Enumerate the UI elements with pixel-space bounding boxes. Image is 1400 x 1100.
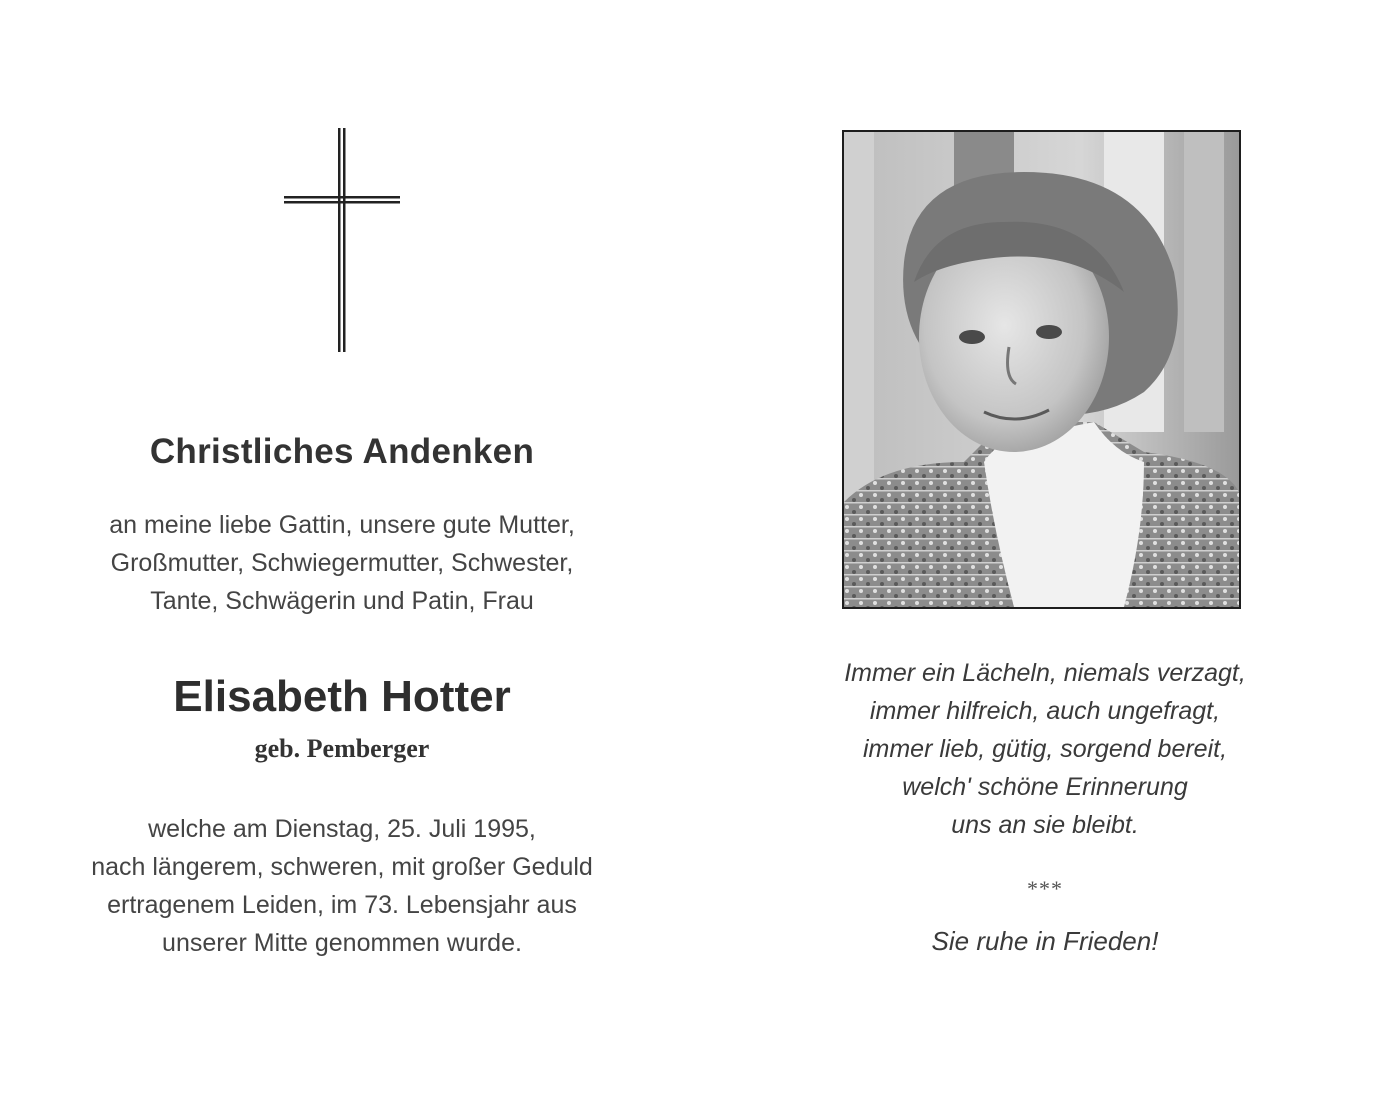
separator-stars: *** [1027, 876, 1063, 901]
maiden-name: geb. Pemberger [254, 734, 430, 763]
dedication-text [40, 506, 644, 620]
poem-line: welch' schöne Erinnerung [902, 773, 1188, 801]
poem-line: uns an sie bleibt. [951, 811, 1139, 839]
poem-line: immer hilfreich, auch ungefragt, [869, 697, 1221, 725]
death-line: welche am Dienstag, 25. Juli 1995, [148, 815, 536, 843]
death-line: ertragenem Leiden, im 73. Lebensjahr aus [107, 891, 577, 919]
card-heading: Christliches Andenken [149, 432, 535, 471]
poem-line: immer lieb, gütig, sorgend bereit, [862, 735, 1228, 763]
dedication-line: Tante, Schwägerin und Patin, Frau [150, 587, 534, 615]
deceased-name: Elisabeth Hotter [173, 672, 511, 721]
dedication-line: an meine liebe Gattin, unsere gute Mutter, [109, 511, 575, 539]
portrait-image [844, 132, 1239, 607]
memorial-poem [800, 654, 1290, 844]
death-line: nach längerem, schweren, mit großer Geduld [91, 853, 593, 881]
poem-line: Immer ein Lächeln, niemals verzagt, [844, 659, 1246, 687]
portrait-photo [842, 130, 1241, 609]
death-notice [40, 810, 644, 962]
dedication-line: Großmutter, Schwiegermutter, Schwester, [110, 549, 574, 577]
death-line: unserer Mitte genommen wurde. [162, 929, 522, 957]
closing-line: Sie ruhe in Frieden! [931, 926, 1159, 956]
cross-icon [284, 128, 400, 352]
